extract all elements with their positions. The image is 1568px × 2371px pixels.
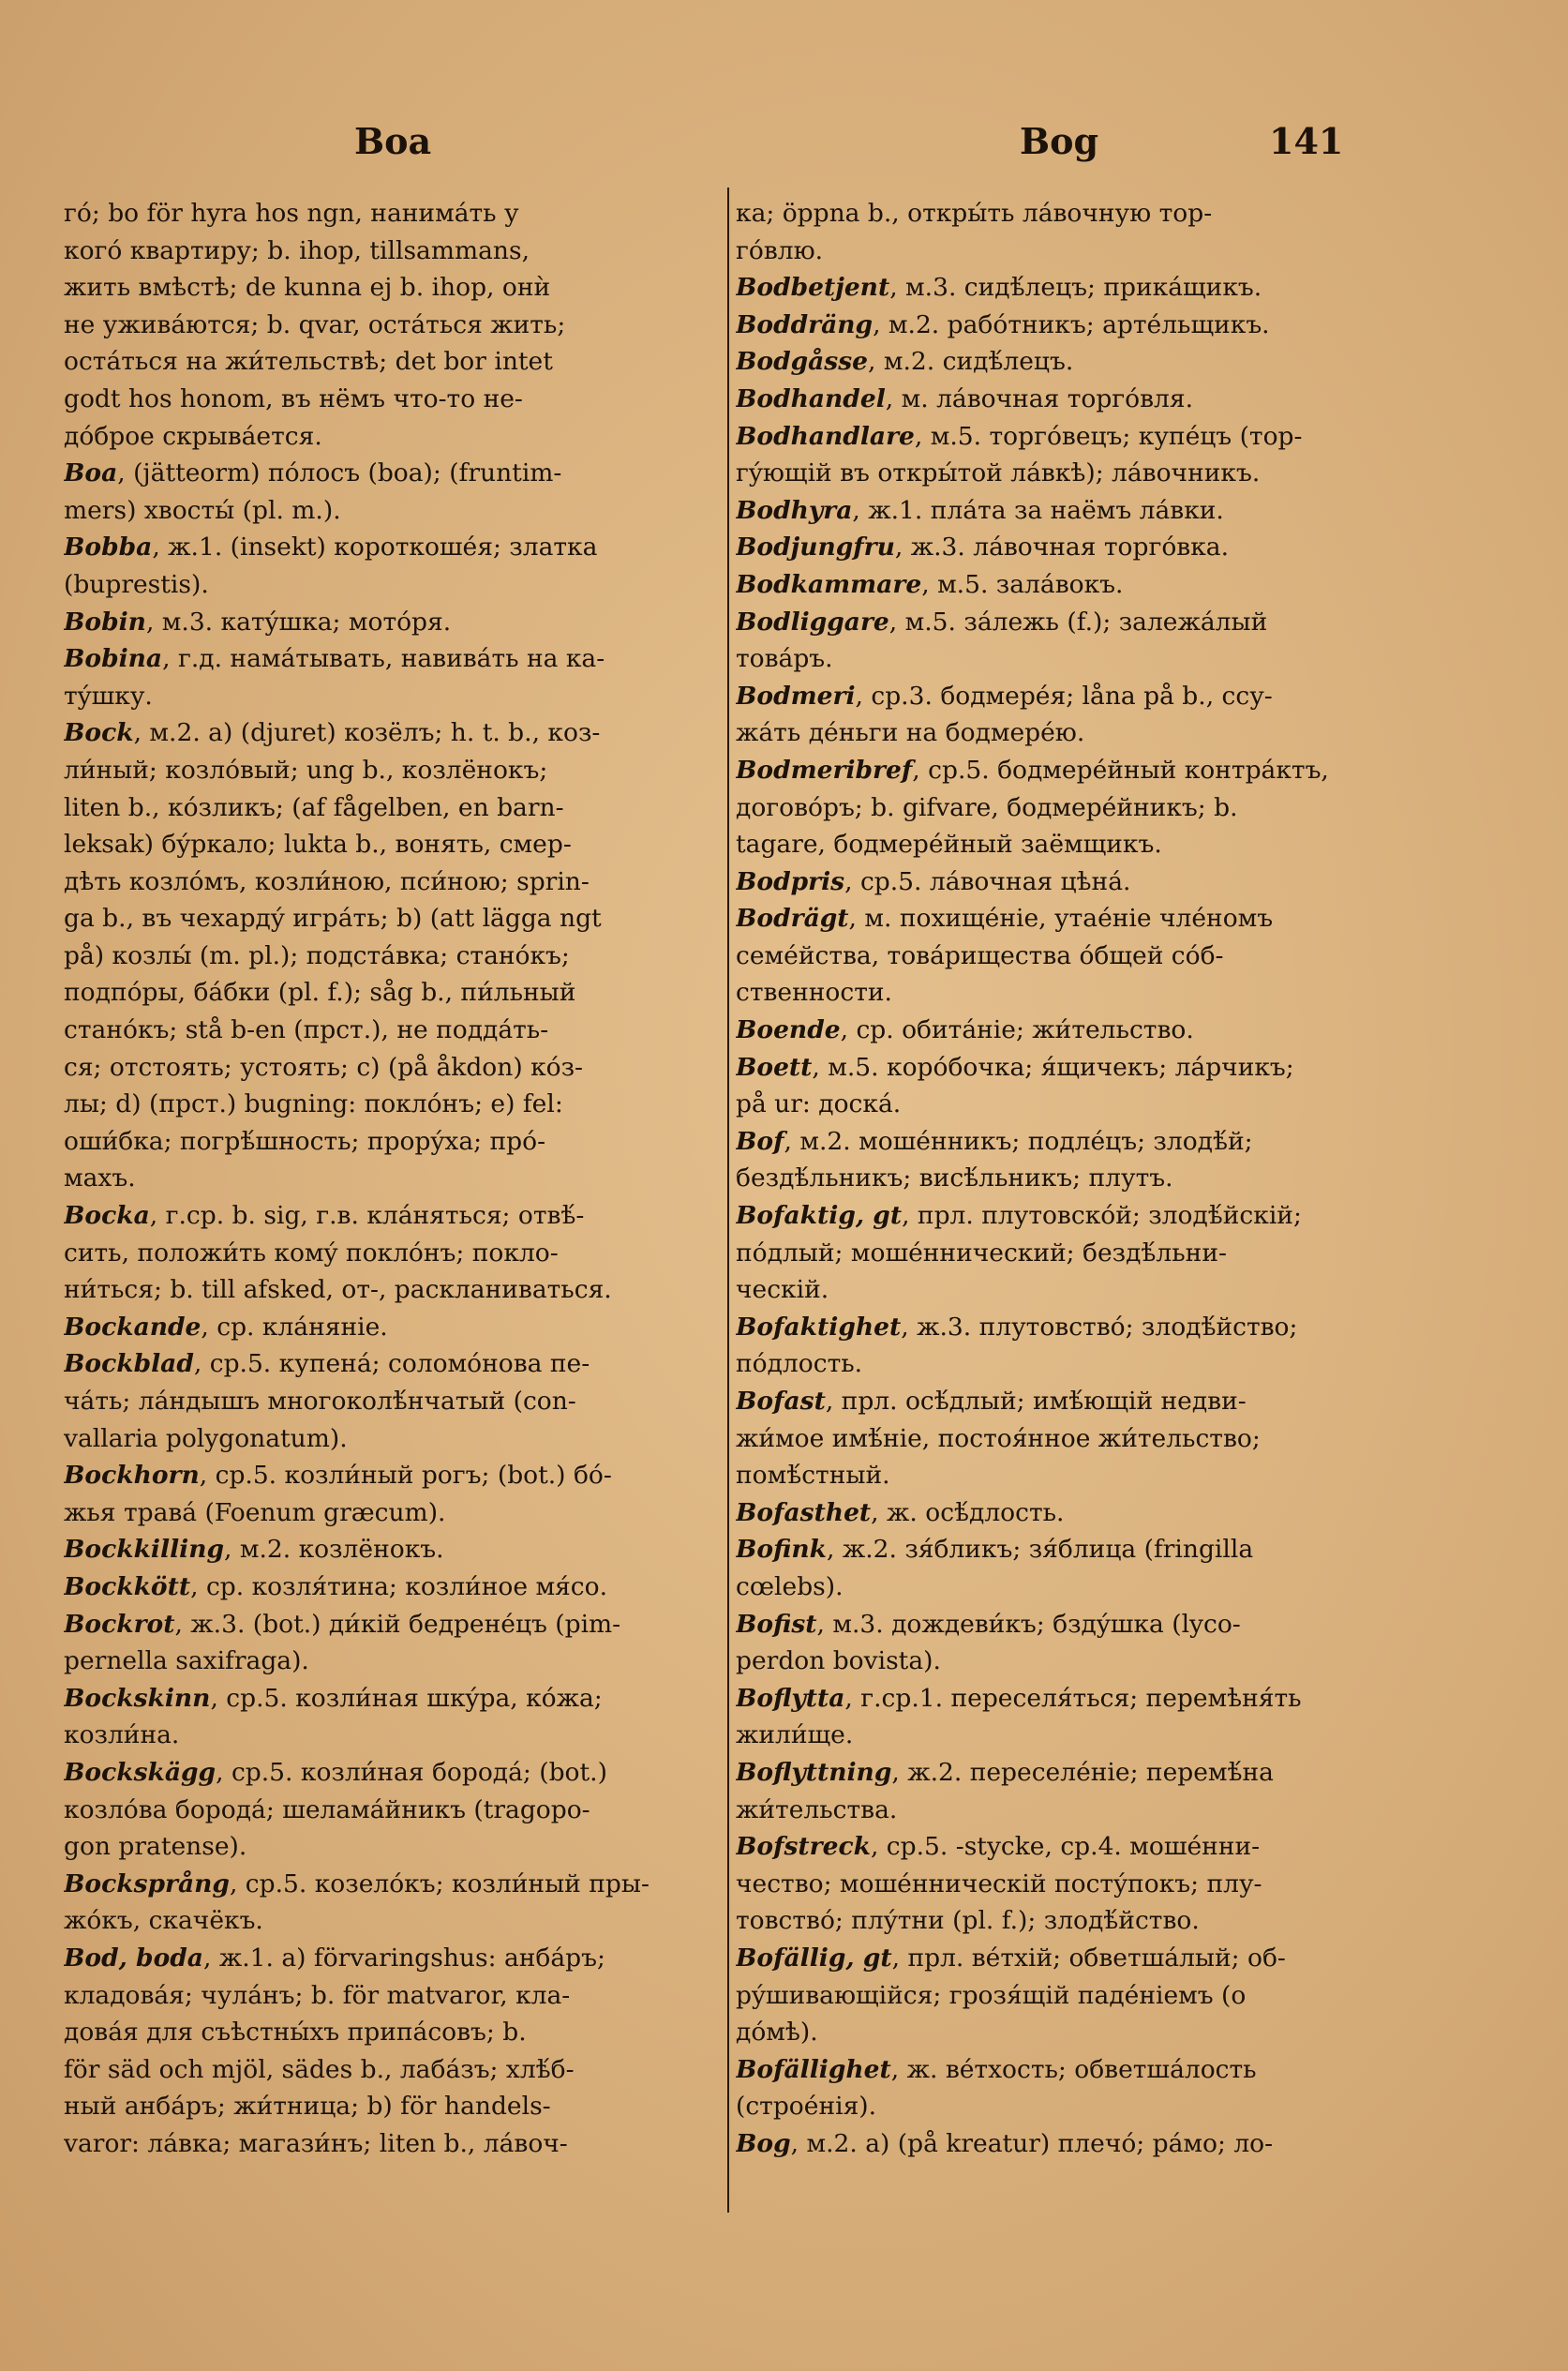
text-line: ка; öppna b., откры́ть лáвочную тор- — [736, 199, 1213, 228]
text-line: (buprestis). — [64, 569, 209, 599]
text-line: Bockhorn, ср.5. козли́ный рогъ; (bot.) бó- — [64, 1461, 612, 1491]
text-line: товáръ. — [736, 644, 833, 674]
text-line: Bofällig, gt, прл. вéтхiй; обветшáлый; об- — [736, 1943, 1286, 1973]
text-line: жить вмѣстѣ; de kunna ej b. ihop, онѝ — [64, 273, 551, 303]
text-line: Bod, boda, ж.1. a) förvaringshus: анбáръ; — [64, 1943, 605, 1973]
text-line: Bofaktig, gt, прл. плутовскóй; злодѣ́йскiй; — [736, 1201, 1302, 1231]
text-line: довáя для съѣстны́хъ припáсовъ; b. — [64, 2018, 527, 2048]
text-line: Bockblad, ср.5. купенá; соломóнова пе- — [64, 1349, 590, 1379]
text-line: ся; отстоять; устоять; c) (på åkdon) ко́з- — [64, 1052, 584, 1082]
text-line: ga b., въ чехардý игрáть; b) (att lägga ngt — [64, 904, 602, 934]
text-line: пóдлый; мошéннический; бездѣ́льни- — [736, 1238, 1227, 1268]
text-line: ный анбáръ; жи́тница; b) för handels- — [64, 2092, 551, 2122]
text-line: Bofast, прл. осѣ́длый; имѣ́ющiй недви- — [736, 1387, 1247, 1416]
text-line: godt hos honom, въ нёмъ что-то не- — [64, 383, 523, 413]
page-number: 141 — [1269, 120, 1344, 162]
text-line: Bockkött, ср. козля́тина; козли́ное мя́со. — [64, 1571, 607, 1601]
text-line: (строéнiя). — [736, 2092, 877, 2122]
text-line: сить, положи́ть комý поклóнъ; покло- — [64, 1238, 559, 1268]
text-line: го́; bo för hyra hos ngn, нанимáть у — [64, 199, 519, 228]
text-line: Bodkammare, м.5. залáвокъ. — [736, 569, 1124, 599]
text-line: Bocka, г.ср. b. sig, г.в. клáняться; отвѣ́- — [64, 1201, 585, 1231]
text-line: кладовáя; чулáнъ; b. för matvaror, кла- — [64, 1980, 571, 2010]
text-line: жи́мое имѣ́нiе, постоя́нное жи́тельство; — [736, 1423, 1261, 1453]
text-line: gon pratense). — [64, 1832, 247, 1862]
column-divider — [727, 188, 729, 2213]
text-line: Bodhandlare, м.5. торгóвецъ; купéцъ (тор- — [736, 421, 1303, 451]
text-line: Boende, ср. обитáнiе; жи́тельство. — [736, 1015, 1194, 1045]
text-line: Bockrot, ж.3. (bot.) ди́кiй бедренéцъ (pim- — [64, 1609, 621, 1639]
text-line: leksak) бýркало; lukta b., вонять, смер- — [64, 830, 572, 860]
text-line: подпо́ры, бáбки (pl. f.); såg b., пи́льный — [64, 978, 576, 1008]
text-line: дóмѣ). — [736, 2018, 818, 2048]
text-line: Bodhandel, м. лáвочная торгóвля. — [736, 383, 1194, 413]
text-line: ли́ный; козло́вый; ung b., козлёнокъ; — [64, 755, 548, 785]
text-line: Bodmeri, ср.3. бодмерéя; låna på b., ссу- — [736, 681, 1273, 711]
text-line: Bodbetjent, м.3. сидѣ́лецъ; прикáщикъ. — [736, 273, 1262, 303]
text-line: оши́бка; погрѣ́шность; прорýха; про́- — [64, 1126, 546, 1156]
text-line: Bodpris, ср.5. лáвочная цѣнá. — [736, 866, 1131, 896]
text-line: Bobina, г.д. намáтывать, навивáть на ка- — [64, 644, 605, 674]
text-line: ни́ться; b. till afsked, от-, раскланиваться. — [64, 1275, 612, 1305]
text-line: Bofist, м.3. дождеви́къ; бздýшка (lyco- — [736, 1609, 1241, 1639]
text-line: Bofällighet, ж. вéтхость; обветшáлость — [736, 2054, 1257, 2084]
text-line: Boflyttning, ж.2. переселéнiе; перемѣ́на — [736, 1757, 1274, 1787]
text-line: ческiй. — [736, 1275, 829, 1305]
text-line: Boa, (jätteorm) по́лосъ (boa); (fruntim- — [64, 458, 562, 488]
text-line: Bobba, ж.1. (insekt) короткошéя; златка — [64, 533, 598, 563]
text-line: жили́ще. — [736, 1720, 854, 1750]
text-line: perdon bovista). — [736, 1646, 941, 1676]
text-line: Bog, м.2. a) (på kreatur) плечó; рáмо; ло- — [736, 2128, 1274, 2158]
text-line: varor: лáвка; магази́нъ; liten b., лáвоч- — [64, 2128, 568, 2158]
text-line: лы; d) (прст.) bugning: поклóнъ; e) fel: — [64, 1089, 563, 1119]
text-line: тýшку. — [64, 681, 153, 711]
text-line: Bof, м.2. мошéнникъ; подлéцъ; злодѣ́й; — [736, 1126, 1253, 1156]
text-line: чество; мошéнническiй постýпокъ; плу- — [736, 1868, 1262, 1898]
text-line: семéйства, товáрищества óбщей сóб- — [736, 940, 1224, 970]
text-line: på ur: доскá. — [736, 1089, 902, 1119]
text-line: договóръ; b. gifvare, бодмерéйникъ; b. — [736, 792, 1238, 822]
text-line: vallaria polygonatum). — [64, 1423, 348, 1453]
text-line: Bockskägg, ср.5. козли́ная бородá; (bot.) — [64, 1757, 607, 1787]
text-line: Boett, м.5. корóбочка; я́щичекъ; лáрчикъ; — [736, 1052, 1294, 1082]
text-line: дѣть козло́мъ, козли́ною, пси́ною; sprin- — [64, 866, 590, 896]
text-line: рýшивающiйся; грозя́щiй падéнiемъ (о — [736, 1980, 1247, 2010]
text-line: Bodjungfru, ж.3. лáвочная торгóвка. — [736, 533, 1229, 563]
left-column — [64, 195, 710, 2162]
text-line: жáть дéньги на бодмерéю. — [736, 718, 1085, 748]
text-line: жья травá (Foenum græcum). — [64, 1497, 446, 1527]
text-line: жи́тельства. — [736, 1794, 898, 1824]
right-guide-word: Bog — [1020, 120, 1099, 162]
text-line: för säd och mjöl, sädes b., лабáзъ; хлѣ́б- — [64, 2054, 575, 2084]
left-guide-word: Boa — [354, 120, 432, 162]
text-line: кого́ квартиру; b. ihop, tillsammans, — [64, 235, 530, 265]
text-line: Bodrägt, м. похищéнiе, утаéнiе члéномъ — [736, 904, 1274, 934]
text-line: Bofaktighet, ж.3. плутовствó; злодѣ́йство; — [736, 1312, 1298, 1342]
text-line: Bockkilling, м.2. козлёнокъ. — [64, 1535, 444, 1565]
text-line: Bofstreck, ср.5. -stycke, ср.4. мошéнни- — [736, 1832, 1261, 1862]
text-line: Bodmeribref, ср.5. бодмерéйный контрáктъ, — [736, 755, 1329, 785]
text-line: Bockskinn, ср.5. козли́ная шкýра, кóжа; — [64, 1683, 603, 1713]
text-line: Bobin, м.3. катýшка; мото́ря. — [64, 607, 452, 637]
text-line: до́брое скрывáется. — [64, 421, 322, 451]
text-line: pernella saxifraga). — [64, 1646, 309, 1676]
text-line: помѣ́стный. — [736, 1461, 890, 1491]
text-line: Bodliggare, м.5. зáлежь (f.); залежáлый — [736, 607, 1268, 637]
text-line: чáть; лáндышъ многоколѣ́нчатый (con- — [64, 1387, 576, 1416]
text-line: козлóва бородá; шелама́йникъ (tragopo- — [64, 1794, 590, 1824]
text-line: гýющiй въ откры́той лáвкѣ); лáвочникъ. — [736, 458, 1261, 488]
text-line: товствó; плýтни (pl. f.); злодѣ́йство. — [736, 1906, 1200, 1936]
text-line: Bofink, ж.2. зя́бликъ; зя́блица (fringilla — [736, 1535, 1254, 1565]
text-line: бездѣ́льникъ; висѣ́льникъ; плутъ. — [736, 1163, 1173, 1193]
text-line: махъ. — [64, 1163, 136, 1193]
page-header — [0, 120, 1568, 176]
text-line: cœlebs). — [736, 1571, 844, 1601]
text-line: liten b., ко́зликъ; (af fågelben, en barn- — [64, 792, 564, 822]
text-line: Bofasthet, ж. осѣ́длость. — [736, 1497, 1065, 1527]
text-line: пóдлость. — [736, 1349, 863, 1379]
text-line: Boflytta, г.ср.1. переселя́ться; перемѣня́ть — [736, 1683, 1302, 1713]
text-line: mers) хвосты́ (pl. m.). — [64, 495, 341, 525]
text-line: не ужива́ются; b. qvar, остáться жить; — [64, 309, 566, 339]
text-line: på) козлы́ (m. pl.); подстáвка; станóкъ; — [64, 940, 570, 970]
text-line: Bock, м.2. a) (djuret) козёлъ; h. t. b., коз- — [64, 718, 601, 748]
text-line: гóвлю. — [736, 235, 824, 265]
text-line: Boddräng, м.2. рабóтникъ; артéльщикъ. — [736, 309, 1270, 339]
text-line: Bodhyra, ж.1. плáта за наёмъ лáвки. — [736, 495, 1224, 525]
text-line: жóкъ, скачёкъ. — [64, 1906, 263, 1936]
text-line: tagare, бодмерéйный заёмщикъ. — [736, 830, 1162, 860]
text-line: козли́на. — [64, 1720, 180, 1750]
text-line: остáться на жи́тельствѣ; det bor intet — [64, 347, 553, 377]
text-line: Bocksprång, ср.5. козелóкъ; козли́ный пры- — [64, 1868, 650, 1898]
text-line: Bockande, ср. клáнянiе. — [64, 1312, 388, 1342]
text-line: Bodgåsse, м.2. сидѣ́лецъ. — [736, 347, 1074, 377]
text-line: ственности. — [736, 978, 892, 1008]
right-column — [736, 195, 1373, 2162]
text-line: станóкъ; stå b-en (прст.), не поддáть- — [64, 1015, 549, 1045]
